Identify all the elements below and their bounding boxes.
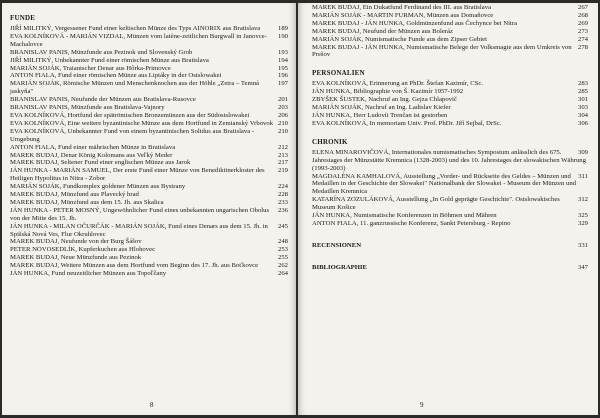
toc-entry-title: BRANISLAV PANIS, Münzfunde aus Pezinok und Slovenský Grob xyxy=(10,48,193,56)
toc-entry-title: MAREK BUDAJ, Seltener Fund einer englischen Münze aus Jarok xyxy=(10,159,191,167)
toc-entry-title: MAREK BUDAJ - JÁN HUNKA, Goldmünzenfund aus Čechynce bei Nitra xyxy=(312,19,518,27)
page-number-left: 8 xyxy=(150,401,154,409)
toc-entry-title: EVA KOLNÍKOVÁ, In memoriam Univ. Prof. PhDr. Jiří Sejbal, DrSc. xyxy=(312,119,502,127)
toc-entry-page: 212 xyxy=(277,143,288,151)
toc-entry xyxy=(10,49,288,57)
toc-entry-page: 213 xyxy=(277,151,288,159)
section-title-rezensionen: RECENSIONEN xyxy=(312,241,362,249)
toc-entry xyxy=(312,20,588,28)
toc-entry-title: ANTON FIALA, Fund einer römischen Münze aus Liptáky in der Ostslowakei xyxy=(10,72,222,80)
toc-entry-title: JÁN HUNKA - MILAN OČURČÁK - MARIÁN SOJÁK, Fund eines Denars aus dem 15. Jh. in Spišská Nová Ves, Flur Okruhlovec xyxy=(10,222,268,238)
toc-entry xyxy=(312,28,588,36)
rezensionen-entry xyxy=(312,242,588,250)
bibliographie-entry xyxy=(312,264,588,272)
toc-entry xyxy=(10,144,288,152)
toc-entry-page: 285 xyxy=(577,88,588,96)
toc-entry-page: 248 xyxy=(277,238,288,246)
toc-entry-title: PETER NOVOSEDLÍK, Kupferkuchen aus Hlohovec xyxy=(10,246,156,254)
toc-entry-page: 197 xyxy=(277,80,288,88)
toc-entry xyxy=(10,104,288,112)
toc-entry-title: ZBYŠEK ŠUSTEK, Nachruf an Ing. Gejza Chlapovič xyxy=(312,96,457,104)
bibliographie-page: 347 xyxy=(577,263,588,271)
toc-entry xyxy=(312,104,588,112)
toc-entry xyxy=(312,196,588,212)
toc-entry xyxy=(10,57,288,65)
toc-entry-page: 311 xyxy=(578,172,588,180)
toc-entry xyxy=(312,96,588,104)
toc-entry-title: ELENA MINAROVIČOVÁ, Internationales numismatisches Symposium anlässlich des 675. Jahrestages der Münzstätte Kremnica (1328-2003) und des 10. Jahrestages der slowakischen Währung (1993-2003) xyxy=(312,148,586,172)
toc-entry-page: 267 xyxy=(577,4,588,11)
toc-entry xyxy=(10,199,288,207)
chronik-list xyxy=(312,149,588,228)
toc-entry-title: JÁN HUNKA - PETER MOSNÝ, Ungewöhnlicher Fund eines unbekannten ungarischen Obolus von der Mitte des 15. Jh. xyxy=(10,206,270,222)
toc-entry-page: 196 xyxy=(277,72,288,80)
toc-entry-page: 194 xyxy=(277,56,288,64)
left-page xyxy=(2,3,296,415)
toc-entry-title: MARIÁN SOJÁK, Nachruf an Ing. Ladislav Kiefer xyxy=(312,104,451,112)
page-number-right: 9 xyxy=(420,401,424,409)
toc-entry-title: JÁN HUNKA, Numismatische Konferenzen in Böhmen und Mähren xyxy=(312,212,497,220)
toc-entry-page: 253 xyxy=(277,246,288,254)
toc-entry xyxy=(312,120,588,128)
toc-entry-title: MAREK BUDAJ, Neufunde von der Burg Šášov xyxy=(10,238,142,246)
toc-entry-title: KATARÍNA ZOZULÁKOVÁ, Ausstellung „In Gold geprägte Geschichte". Ostslowakisches Museum Košice xyxy=(312,196,560,212)
toc-entry-page: 245 xyxy=(277,222,288,230)
toc-entry-page: 309 xyxy=(577,148,588,156)
toc-entry xyxy=(312,149,588,173)
toc-entry-page: 303 xyxy=(577,104,588,112)
toc-entry-title: MARIÁN SOJÁK - MARTIN FURMAN, Münzen aus Domaňovce xyxy=(312,11,494,19)
toc-entry-page: 304 xyxy=(577,111,588,119)
toc-entry xyxy=(10,183,288,191)
toc-entry-page: 274 xyxy=(577,35,588,43)
toc-entry-title: ANTON FIALA, Fund einer mährischen Münze in Bratislava xyxy=(10,143,176,151)
toc-entry xyxy=(10,223,288,239)
toc-entry-page: 264 xyxy=(277,270,288,278)
toc-entry-page: 228 xyxy=(277,191,288,199)
toc-entry-page: 210 xyxy=(277,119,288,127)
toc-entry xyxy=(312,36,588,44)
toc-entry-title: EVA KOLNÍKOVÁ, Eine weitere byzantinische Münze aus dem Hortfund in Zemianský Vrbovok xyxy=(10,119,274,127)
toc-entry-title: MAREK BUDAJ, Münzfund aus Plavecký hrad xyxy=(10,191,139,199)
funde-continued-list xyxy=(312,4,588,59)
toc-entry-page: 206 xyxy=(277,111,288,119)
toc-entry xyxy=(10,33,288,49)
toc-entry-title: JIŘÍ MILITKÝ, Vergessener Fund einer keltischen Münze des Typs AINORIX aus Bratislava xyxy=(10,25,261,32)
toc-entry xyxy=(10,254,288,262)
toc-entry-title: EVA KOLNÍKOVÁ, Unbekannter Fund von einem byzantinischen Solidus aus Bratislava - Umgebung xyxy=(10,127,255,143)
toc-entry xyxy=(312,12,588,20)
toc-entry-page: 301 xyxy=(577,96,588,104)
toc-entry xyxy=(10,128,288,144)
section-title-funde: FUNDE xyxy=(10,14,36,22)
rezensionen-page: 331 xyxy=(577,241,588,249)
toc-entry-title: MAREK BUDAJ, Weitere Münzen aus dem Hortfund vom Beginn des 17. Jh. aus Boťkovce xyxy=(10,262,259,270)
toc-entry xyxy=(312,212,588,220)
toc-entry xyxy=(10,80,288,96)
toc-entry-title: MAREK BUDAJ - JÁN HUNKA, Numismatische Belege der Volksmagie aus dem Umkreis von Prešov xyxy=(312,43,572,59)
toc-entry-title: EVA KOLNÍKOVÁ - MARIÁN VIZDAL, Münzen vom latène-zeitlichen Burgwall in Janovce-Machalovce xyxy=(10,32,267,48)
toc-entry-page: 262 xyxy=(277,262,288,270)
toc-entry-page: 268 xyxy=(577,11,588,19)
toc-entry-page: 233 xyxy=(277,198,288,206)
toc-entry-title: MARIÁN SOJÁK, Traianischer Denar aus Hôrka-Primovce xyxy=(10,64,171,72)
toc-entry-page: 219 xyxy=(277,167,288,175)
toc-entry xyxy=(10,112,288,120)
toc-entry-page: 283 xyxy=(577,80,588,88)
toc-entry-page: 255 xyxy=(277,254,288,262)
toc-entry-page: 203 xyxy=(277,104,288,112)
toc-entry-page: 189 xyxy=(277,25,288,32)
toc-entry-title: MARIÁN SOJÁK, Römische Münzen und Menschenknochen aus der Höhle „Zetra – Temná jaskyňa" xyxy=(10,80,260,96)
toc-entry-page: 201 xyxy=(277,96,288,104)
toc-entry xyxy=(10,152,288,160)
toc-entry-page: 325 xyxy=(577,212,588,220)
toc-entry-page: 193 xyxy=(277,48,288,56)
toc-entry xyxy=(10,25,288,33)
toc-entry-title: MARIÁN SOJÁK, Fundkomplex goldener Münzen aus Bystrany xyxy=(10,183,186,191)
toc-entry-title: JÁN HUNKA, Bibliographie von Š. Kazimír 1957-1992 xyxy=(312,88,464,96)
toc-entry xyxy=(312,112,588,120)
toc-entry xyxy=(312,220,588,228)
toc-entry xyxy=(10,207,288,223)
toc-entry-page: 210 xyxy=(277,127,288,135)
toc-entry-title: MAREK BUDAJ, Denar König Kolomans aus Veľký Meder xyxy=(10,151,173,159)
toc-entry xyxy=(312,4,588,12)
toc-entry xyxy=(312,44,588,60)
toc-entry-title: EVA KOLNÍKOVÁ, Erinnerung an PhDr. Štefan Kazimír, CSc. xyxy=(312,80,484,88)
toc-entry-title: MAREK BUDAJ, Ein Dukatfund Ferdinand des III. aus Bratislava xyxy=(312,4,492,11)
toc-entry-title: EVA KOLNÍKOVÁ, Hortfund der spätrömischen Bronzemünzen aus der Südostslowakei xyxy=(10,111,250,119)
toc-entry-title: ANTON FIALA, 11. ganzrussische Konferenz, Sankt Petersburg - Repino xyxy=(312,219,511,227)
toc-entry-page: 195 xyxy=(277,64,288,72)
toc-entry-page: 306 xyxy=(577,119,588,127)
toc-entry-page: 236 xyxy=(277,206,288,214)
toc-entry-title: MARIÁN SOJÁK, Numismatische Funde aus dem Zipser Gebiet xyxy=(312,35,487,43)
toc-entry xyxy=(10,191,288,199)
toc-entry xyxy=(10,270,288,278)
toc-entry xyxy=(10,246,288,254)
toc-entry-page: 224 xyxy=(277,183,288,191)
toc-entry-page: 312 xyxy=(577,196,588,204)
toc-entry-page: 329 xyxy=(577,219,588,227)
toc-entry-title: MAREK BUDAJ, Neufund der Münzen aus Boleráz xyxy=(312,27,453,35)
toc-entry xyxy=(10,65,288,73)
toc-entry-page: 273 xyxy=(577,27,588,35)
section-title-personalien: PERSONALIEN xyxy=(312,69,365,78)
toc-entry-title: JÁN HUNKA, Herr Ludovít Trenčan ist gestorben xyxy=(312,111,448,119)
toc-entry-page: 190 xyxy=(277,32,288,40)
toc-entry-title: JIŘÍ MILITKÝ, Unbekannter Fund einer römischen Münze aus Bratislava xyxy=(10,56,209,64)
toc-entry xyxy=(312,88,588,96)
section-title-chronik: CHRONIK xyxy=(312,137,348,146)
toc-entry-page: 278 xyxy=(577,43,588,51)
toc-entry-title: MAREK BUDAJ, Neue Münzfunde aus Pezinok xyxy=(10,254,142,262)
toc-entry-title: BRANISLAV PANIS, Münzfunde aus Bratislava-Vajnory xyxy=(10,104,165,112)
toc-entry-title: JÁN HUNKA, Fund neuzeitlicher Münzen aus Topoľčany xyxy=(10,270,167,278)
toc-entry xyxy=(312,173,588,197)
toc-entry xyxy=(10,96,288,104)
toc-entry-title: MAGDALÉNA KAMHALOVÁ, Ausstellung „Vorder- und Rückseite des Geldes – Münzen und Medaillen in der Geschichte der Slowakei" Nationalbank der Slowakei - Museum der Münzen und Medaillen Kremnica xyxy=(312,172,577,196)
toc-entry xyxy=(10,120,288,128)
toc-entry-title: BRANISLAV PANIS, Neufunde der Münzen aus Bratislava-Rusovce xyxy=(10,96,196,104)
toc-entry-title: JÁN HUNKA - MARIÁN SAMUEL, Der erste Fund einer Münze von Benediktinerkloster des Heiligen Hypolitus in Nitra - Zobor xyxy=(10,167,265,183)
toc-entry xyxy=(10,167,288,183)
toc-entry-page: 217 xyxy=(277,159,288,167)
section-title-bibliographie: BIBLIOGRAPHIE xyxy=(312,263,367,271)
toc-entry xyxy=(10,262,288,270)
personalien-list xyxy=(312,80,588,127)
left-entry-list xyxy=(10,25,288,278)
toc-entry-page: 269 xyxy=(577,19,588,27)
toc-entry-title: MAREK BUDAJ, Münzfund aus dem 15. Jh. aus Skalica xyxy=(10,198,164,206)
right-page xyxy=(298,3,598,415)
